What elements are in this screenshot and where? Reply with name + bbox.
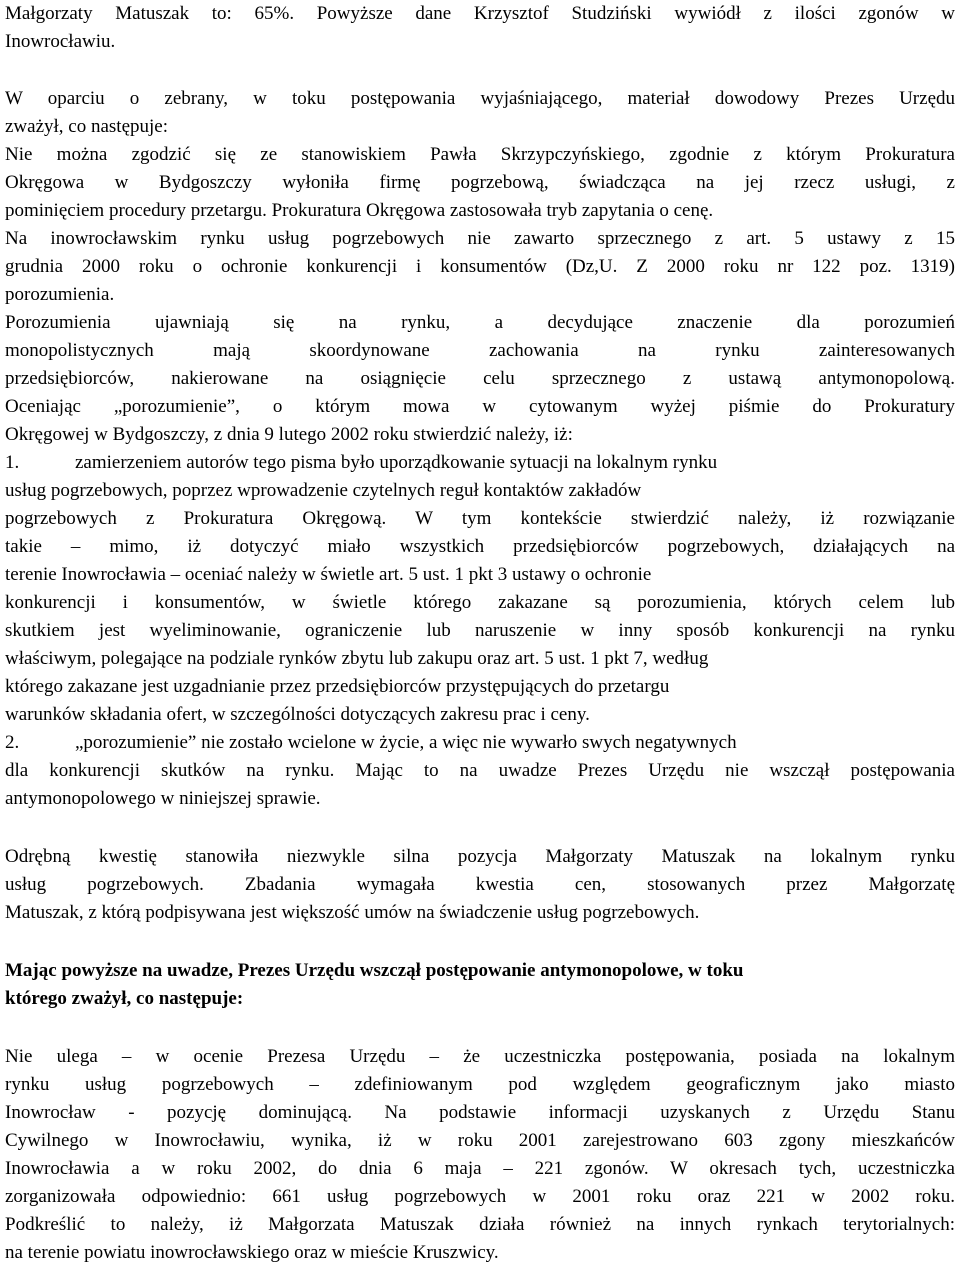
paragraph-line: Nie ulega – w ocenie Prezesa Urzędu – że uczestniczka postępowania, posiada na lokalnym bbox=[5, 1046, 955, 1067]
section-heading: Mając powyższe na uwadze, Prezes Urzędu wszczął postępowanie antymonopolowe, w toku bbox=[5, 960, 744, 981]
list-item-first-line: zamierzeniem autorów tego pisma było uporządkowanie sytuacji na lokalnym rynku bbox=[75, 452, 718, 473]
paragraph-line: którego zakazane jest uzgadnianie przez przedsiębiorców przystępujących do przetargu bbox=[5, 676, 670, 697]
paragraph-line: skutkiem jest wyeliminowanie, ograniczenie lub naruszenie w inny sposób konkurencji na rynku bbox=[5, 620, 955, 641]
paragraph-line: konkurencji i konsumentów, w świetle którego zakazane są porozumienia, których celem lub bbox=[5, 592, 955, 613]
paragraph-line: Na inowrocławskim rynku usług pogrzebowych nie zawarto sprzecznego z art. 5 ustawy z 15 bbox=[5, 228, 955, 249]
paragraph-line: Okręgowej w Bydgoszczy, z dnia 9 lutego 2002 roku stwierdzić należy, iż: bbox=[5, 424, 573, 445]
paragraph-line: Matuszak, z którą podpisywana jest większość umów na świadczenie usług pogrzebowych. bbox=[5, 902, 700, 923]
paragraph-line: Małgorzaty Matuszak to: 65%. Powyższe dane Krzysztof Studziński wywiódł z ilości zgonów w bbox=[5, 3, 955, 24]
paragraph-line: Podkreślić to należy, iż Małgorzata Matuszak działa również na innych rynkach terytorialnych: bbox=[5, 1214, 955, 1235]
paragraph-line: zorganizowała odpowiednio: 661 usług pogrzebowych w 2001 roku oraz 221 w 2002 roku. bbox=[5, 1186, 955, 1207]
paragraph-line: grudnia 2000 roku o ochronie konkurencji i konsumentów (Dz,U. Z 2000 roku nr 122 poz. 1319) bbox=[5, 256, 955, 277]
paragraph-line: Oceniając „porozumienie”, o którym mowa w cytowanym wyżej piśmie do Prokuratury bbox=[5, 396, 955, 417]
paragraph-line: Inowrocław - pozycję dominującą. Na podstawie informacji uzyskanych z Urzędu Stanu bbox=[5, 1102, 955, 1123]
paragraph-line: terenie Inowrocławia – oceniać należy w świetle art. 5 ust. 1 pkt 3 ustawy o ochronie bbox=[5, 564, 652, 585]
paragraph-line: Odrębną kwestię stanowiła niezwykle silna pozycja Małgorzaty Matuszak na lokalnym rynku bbox=[5, 846, 955, 867]
list-number: 1. bbox=[5, 452, 20, 473]
paragraph-line: pominięciem procedury przetargu. Prokuratura Okręgowa zastosowała tryb zapytania o cenę. bbox=[5, 200, 714, 221]
paragraph-line: właściwym, polegające na podziale rynków zbytu lub zakupu oraz art. 5 ust. 1 pkt 7, według bbox=[5, 648, 709, 669]
paragraph-line: Inowrocławiu. bbox=[5, 31, 116, 52]
paragraph-line: przedsiębiorców, nakierowane na osiągnięcie celu sprzecznego z ustawą antymonopolową. bbox=[5, 368, 955, 389]
paragraph-line: takie – mimo, iż dotyczyć miało wszystkich przedsiębiorców pogrzebowych, działających na bbox=[5, 536, 955, 557]
paragraph-line: na terenie powiatu inowrocławskiego oraz w mieście Kruszwicy. bbox=[5, 1242, 499, 1263]
paragraph-line: Nie można zgodzić się ze stanowiskiem Pawła Skrzypczyńskiego, zgodnie z którym Prokuratura bbox=[5, 144, 955, 165]
paragraph-line: monopolistycznych mają skoordynowane zachowania na rynku zainteresowanych bbox=[5, 340, 955, 361]
paragraph-line: W oparciu o zebrany, w toku postępowania wyjaśniającego, materiał dowodowy Prezes Urzędu bbox=[5, 88, 955, 109]
paragraph-line: dla konkurencji skutków na rynku. Mając to na uwadze Prezes Urzędu nie wszczął postępowania bbox=[5, 760, 955, 781]
paragraph-line: usług pogrzebowych. Zbadania wymagała kwestia cen, stosowanych przez Małgorzatę bbox=[5, 874, 955, 895]
paragraph-line: Cywilnego w Inowrocławiu, wynika, iż w roku 2001 zarejestrowano 603 zgony mieszkańców bbox=[5, 1130, 955, 1151]
section-heading: którego zważył, co następuje: bbox=[5, 988, 244, 1009]
paragraph-line: antymonopolowego w niniejszej sprawie. bbox=[5, 788, 321, 809]
paragraph-line: Okręgowa w Bydgoszczy wyłoniła firmę pogrzebową, świadcząca na jej rzecz usługi, z bbox=[5, 172, 955, 193]
paragraph-line: zważył, co następuje: bbox=[5, 116, 169, 137]
paragraph-line: Porozumienia ujawniają się na rynku, a decydujące znaczenie dla porozumień bbox=[5, 312, 955, 333]
paragraph-line: Inowrocławia a w roku 2002, do dnia 6 maja – 221 zgonów. W okresach tych, uczestniczka bbox=[5, 1158, 955, 1179]
paragraph-line: warunków składania ofert, w szczególności dotyczących zakresu prac i ceny. bbox=[5, 704, 590, 725]
paragraph-line: pogrzebowych z Prokuratura Okręgową. W tym kontekście stwierdzić należy, iż rozwiązanie bbox=[5, 508, 955, 529]
list-number: 2. bbox=[5, 732, 20, 753]
list-item-first-line: „porozumienie” nie zostało wcielone w życie, a więc nie wywarło swych negatywnych bbox=[75, 732, 737, 753]
paragraph-line: rynku usług pogrzebowych – zdefiniowanym pod względem geograficznym jako miasto bbox=[5, 1074, 955, 1095]
paragraph-line: porozumienia. bbox=[5, 284, 115, 305]
paragraph-line: usług pogrzebowych, poprzez wprowadzenie czytelnych reguł kontaktów zakładów bbox=[5, 480, 642, 501]
